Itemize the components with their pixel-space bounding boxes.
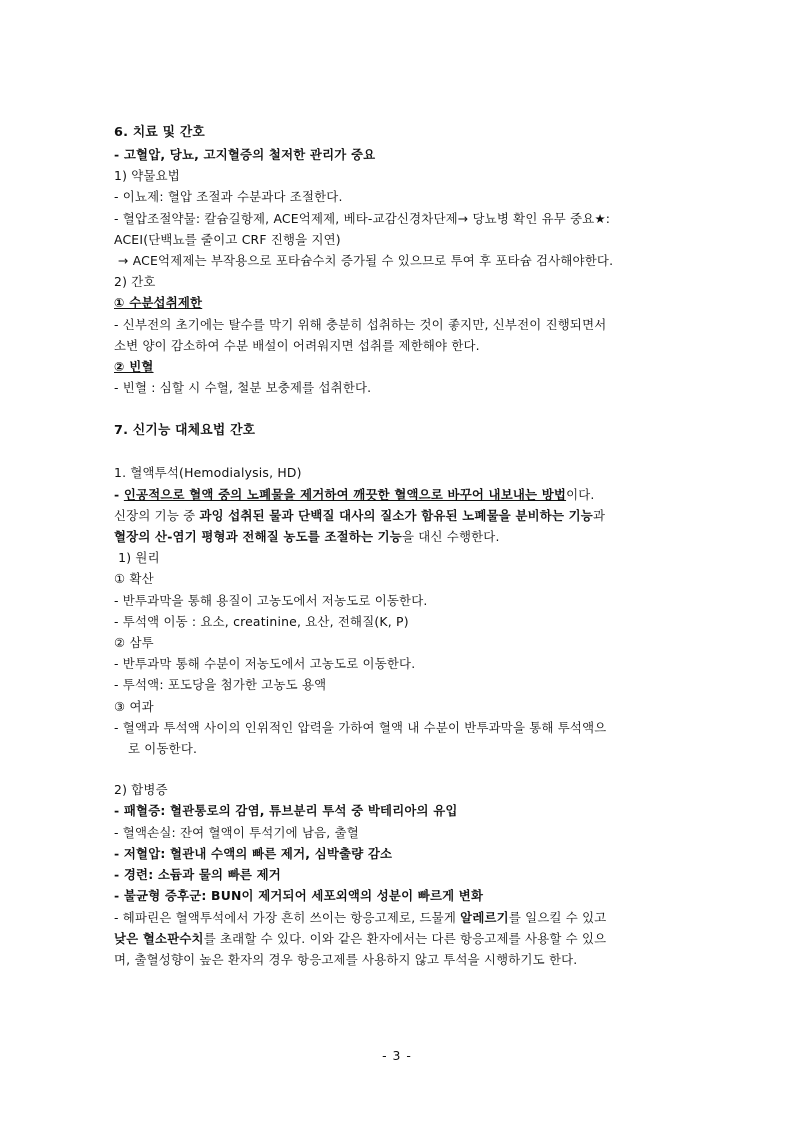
principle-osmosis-title: ② 삼투 (114, 635, 154, 651)
text-line: - 혈액과 투석액 사이의 인위적인 압력을 가하여 혈액 내 수분이 반투과막을 통해 투석액으 (114, 719, 607, 735)
subsection-drug-therapy: 1) 약물요법 (114, 168, 180, 184)
item-fluid-restriction-title: ① 수분섭취제한 (114, 295, 203, 311)
complication-hypotension: - 저혈압: 혈관내 수액의 빠른 제거, 심박출량 감소 (114, 845, 393, 861)
subsection-nursing: 2) 간호 (114, 274, 156, 290)
definition-line-3 (114, 526, 684, 547)
subsection-principle: 1) 원리 (114, 550, 160, 566)
text-line: ACEI(단백뇨를 줄이고 CRF 진행을 지연) (114, 231, 341, 247)
section-6-title: 6. 치료 및 간호 (114, 125, 205, 140)
heparin-line-2 (114, 928, 684, 949)
item-anemia-title: ② 빈혈 (114, 359, 154, 375)
text-span-bold: 낮은 혈소판수치 (114, 930, 204, 946)
definition-line (114, 484, 684, 505)
text-span: 을 대신 수행한다. (401, 529, 500, 545)
text-span: 를 일으킬 수 있고 (508, 909, 607, 925)
definition-line-2 (114, 505, 684, 526)
definition-prefix: - (114, 486, 124, 502)
complication-cramps: - 경련: 소듐과 물의 빠른 제거 (114, 867, 281, 883)
heparin-line-1 (114, 907, 684, 928)
principle-diffusion-title: ① 확산 (114, 571, 154, 587)
document-body (114, 122, 684, 970)
complication-sepsis: - 패혈증: 혈관통로의 감염, 튜브분리 투석 중 박테리아의 유입 (114, 803, 458, 819)
text-line: 로 이동한다. (128, 741, 198, 757)
text-line: - 투석액 이동 : 요소, creatinine, 요산, 전해질(K, P) (114, 613, 409, 629)
subsection-hemodialysis: 1. 혈액투석(Hemodialysis, HD) (114, 465, 302, 481)
text-line: - 이뇨제: 혈압 조절과 수분과다 조절한다. (114, 189, 343, 205)
text-span: - 헤파린은 혈액투석에서 가장 흔히 쓰이는 항응고제로, 드물게 (114, 909, 461, 925)
section-6-emphasis: - 고혈압, 당뇨, 고지혈증의 철저한 관리가 중요 (114, 147, 376, 162)
section-7-title: 7. 신기능 대체요법 간호 (114, 423, 256, 439)
text-line: - 반투과막 통해 수분이 저농도에서 고농도로 이동한다. (114, 656, 416, 672)
subsection-complications: 2) 합병증 (114, 782, 168, 798)
text-span: 를 초래할 수 있다. 이와 같은 환자에서는 다른 항응고제를 사용할 수 있으 (203, 930, 607, 946)
text-span: 과 (592, 507, 606, 523)
text-line: 소변 양이 감소하여 수분 배설이 어려워지면 섭취를 제한해야 한다. (114, 337, 480, 353)
text-line: → ACE억제제는 부작용으로 포타슘수치 증가될 수 있으므로 투여 후 포타슘 검사해야한다. (118, 253, 614, 269)
complication-disequilibrium: - 불균형 증후군: BUN이 제거되어 세포외액의 성분이 빠르게 변화 (114, 888, 484, 904)
page-number: - 3 - (382, 1048, 412, 1063)
text-span: 신장의 기능 중 (114, 507, 200, 523)
complication-blood-loss: - 혈액손실: 잔여 혈액이 투석기에 남음, 출혈 (114, 824, 359, 840)
text-line: - 빈혈 : 심할 시 수혈, 철분 보충제를 섭취한다. (114, 380, 372, 396)
text-span-bold: 혈장의 산-염기 평형과 전해질 농도를 조절하는 기능 (114, 529, 402, 545)
definition-bold: 인공적으로 혈액 중의 노폐물을 제거하여 깨끗한 혈액으로 바꾸어 내보내는 방법 (123, 486, 567, 502)
text-line: - 반투과막을 통해 용질이 고농도에서 저농도로 이동한다. (114, 592, 428, 608)
text-line: - 혈압조절약물: 칼슘길항제, ACE억제제, 베타-교감신경차단제→ 당뇨병 확인 유무 중요★: (114, 210, 611, 226)
text-line: - 신부전의 초기에는 탈수를 막기 위해 충분히 섭취하는 것이 좋지만, 신부전이 진행되면서 (114, 316, 607, 332)
heparin-line-3: 며, 출혈성향이 높은 환자의 경우 항응고제를 사용하지 않고 투석을 시행하기도 한다. (114, 951, 578, 967)
text-span-bold: 알레르기 (460, 909, 509, 925)
text-span-bold: 과잉 섭취된 물과 단백질 대사의 질소가 함유된 노폐물을 분비하는 기능 (199, 507, 593, 523)
principle-filtration-title: ③ 여과 (114, 698, 154, 714)
text-line: - 투석액: 포도당을 첨가한 고농도 용액 (114, 677, 327, 693)
definition-suffix: 이다. (566, 486, 595, 502)
